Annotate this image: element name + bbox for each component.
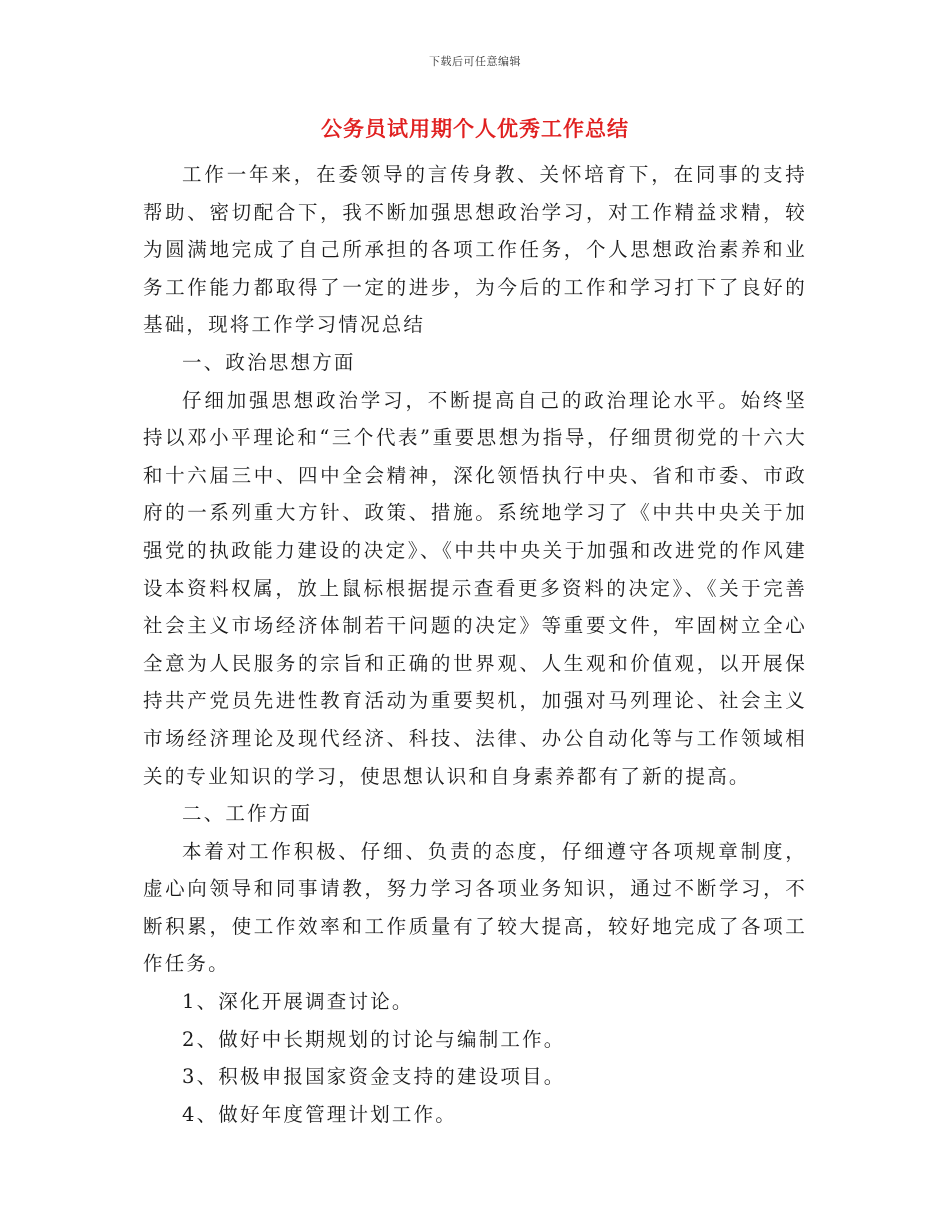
paragraph-work: 本着对工作积极、仔细、负责的态度，仔细遵守各项规章制度，虚心向领导和同事请教，努力学习各项业务知识，通过不断学习，不断积累，使工作效率和工作质量有了较大提高，较好地完成了各项工作任务。: [143, 839, 807, 976]
section-heading-political: 一、政治思想方面: [182, 350, 356, 374]
list-item: 3、积极申报国家资金支持的建设项目。: [182, 1065, 566, 1089]
header-note: 下载后可任意编辑: [429, 55, 521, 68]
paragraph-political: 仔细加强思想政治学习，不断提高自己的政治理论水平。始终坚持以邓小平理论和“三个代表”重要思想为指导，仔细贯彻党的十六大和十六届三中、四中全会精神，深化领悟执行中央、省和市委、市政府的一系列重大方针、政策、措施。系统地学习了《中共中央关于加强党的执政能力建设的决定》、《中共中央关于加强和改进党的作风建设本资料权属，放上鼠标根据提示查看更多资料的决定》、《关于完善社会主义市场经济体制若干问题的决定》等重要文件，牢固树立全心全意为人民服务的宗旨和正确的世界观、人生观和价值观，以开展保持共产党员先进性教育活动为重要契机，加强对马列理论、社会主义市场经济理论及现代经济、科技、法律、办公自动化等与工作领域相关的专业知识的学习，使思想认识和自身素养都有了新的提高。: [143, 388, 807, 788]
list-item: 1、深化开展调查讨论。: [182, 990, 414, 1014]
document-body: [143, 156, 807, 1133]
document-title: 公务员试用期个人优秀工作总结: [321, 116, 629, 141]
list-item: 4、做好年度管理计划工作。: [182, 1102, 458, 1126]
list-item: 2、做好中长期规划的讨论与编制工作。: [182, 1027, 566, 1051]
paragraph-intro: 工作一年来，在委领导的言传身教、关怀培育下，在同事的支持帮助、密切配合下，我不断加强思想政治学习，对工作精益求精，较为圆满地完成了自己所承担的各项工作任务，个人思想政治素养和业务工作能力都取得了一定的进步，为今后的工作和学习打下了良好的基础，现将工作学习情况总结: [143, 163, 807, 337]
section-heading-work: 二、工作方面: [182, 802, 313, 826]
